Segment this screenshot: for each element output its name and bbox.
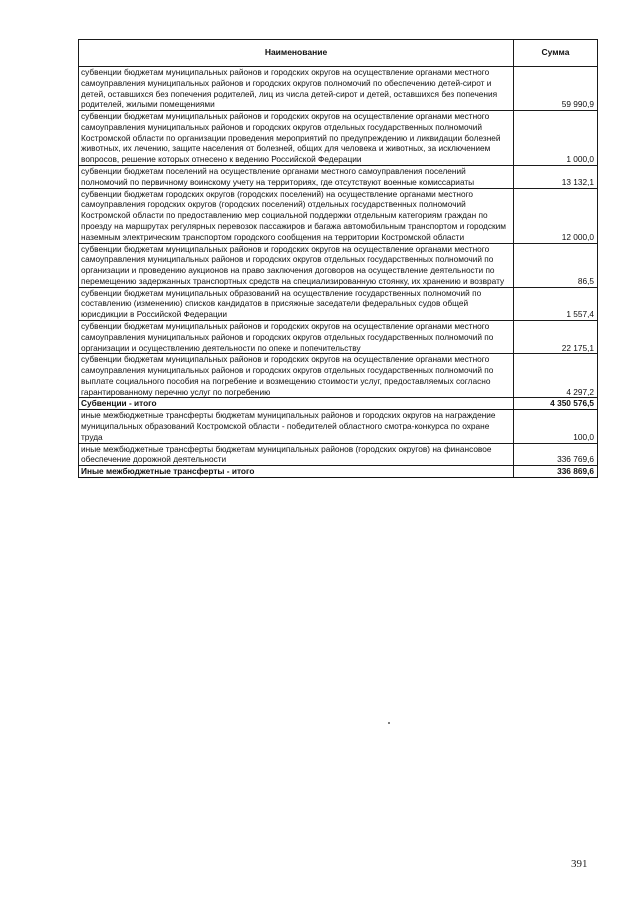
table-row — [79, 67, 598, 111]
row-sum: 86,5 — [514, 243, 598, 287]
row-sum: 100,0 — [514, 410, 598, 443]
row-sum: 336 769,6 — [514, 443, 598, 466]
page-number: 391 — [571, 858, 588, 870]
row-name: субвенции бюджетам муниципальных образований на осуществление государственных полномочий по составлению (изменению) списков кандидатов в присяжные заседатели федеральных судов общей юрисдикции в Российской Федерации — [79, 287, 514, 320]
other-transfers-total-row — [79, 466, 598, 478]
table-row — [79, 111, 598, 166]
row-name: субвенции бюджетам муниципальных районов и городских округов на осуществление органами местного самоуправления муниципальных районов и городских округов отдельных государственных полномочий Костромской области по организации проведения мероприятий по предупреждению и ликвидации болезней животных, их лечению, защите населения от болезней, общих для человека и животных, за исключением вопросов, решение которых отнесено к ведению Российской Федерации — [79, 111, 514, 166]
row-name: субвенции бюджетам муниципальных районов и городских округов на осуществление органами местного самоуправления муниципальных районов и городских округов отдельных государственных полномочий по организации и проведению аукционов на право заключения договоров на осуществление деятельности по перемещению задержанных транспортных средств на специализированную стоянку, их хранению и возврату — [79, 243, 514, 287]
row-name: иные межбюджетные трансферты бюджетам муниципальных районов (городских округов) на финансовое обеспечение дорожной деятельности — [79, 443, 514, 466]
row-sum: 1 557,4 — [514, 287, 598, 320]
table-row — [79, 320, 598, 353]
table-row — [79, 243, 598, 287]
row-sum: 12 000,0 — [514, 188, 598, 243]
column-header-name: Наименование — [79, 40, 514, 67]
total-label: Субвенции - итого — [79, 398, 514, 410]
row-name: иные межбюджетные трансферты бюджетам муниципальных районов и городских округов на награждение муниципальных образований Костромской области - победителей областного смотра-конкурса по охране труда — [79, 410, 514, 443]
row-sum: 22 175,1 — [514, 320, 598, 353]
row-sum: 13 132,1 — [514, 166, 598, 189]
row-name: субвенции бюджетам муниципальных районов и городских округов на осуществление органами местного самоуправления муниципальных районов и городских округов полномочий по обеспечению детей-сирот и детей, оставшихся без попечения родителей, лиц из числа детей-сирот и детей, оставшихся без попечения родителей, жилыми помещениями — [79, 67, 514, 111]
budget-table — [78, 39, 598, 478]
row-name: субвенции бюджетам муниципальных районов и городских округов на осуществление органами местного самоуправления муниципальных районов и городских округов отдельных государственных полномочий по организации и осуществлению деятельности по опеке и попечительству — [79, 320, 514, 353]
table-row — [79, 166, 598, 189]
table-row — [79, 410, 598, 443]
row-sum: 4 297,2 — [514, 354, 598, 398]
table-row — [79, 354, 598, 398]
row-sum: 59 990,9 — [514, 67, 598, 111]
table-row — [79, 188, 598, 243]
row-name: субвенции бюджетам муниципальных районов и городских округов на осуществление органами местного самоуправления муниципальных районов и городских округов отдельных государственных полномочий по выплате социального пособия на погребение и возмещению стоимости услуг, предоставляемых согласно гарантированному перечню услуг по погребению — [79, 354, 514, 398]
table-row — [79, 443, 598, 466]
total-label: Иные межбюджетные трансферты - итого — [79, 466, 514, 478]
row-name: субвенции бюджетам городских округов (городских поселений) на осуществление органами местного самоуправления городских округов (городских поселений) отдельных государственных полномочий Костромской области по предоставлению мер социальной поддержки отдельным категориям граждан по проезду на маршрутах регулярных перевозок пассажиров и багажа автомобильным транспортом и городским наземным электрическим транспортом городского сообщения на территории Костромской области — [79, 188, 514, 243]
subventions-total-row — [79, 398, 598, 410]
row-sum: 1 000,0 — [514, 111, 598, 166]
table-row — [79, 287, 598, 320]
scan-speck — [388, 722, 390, 724]
total-sum: 336 869,6 — [514, 466, 598, 478]
row-name: субвенции бюджетам поселений на осуществление органами местного самоуправления поселений полномочий по первичному воинскому учету на территориях, где отсутствуют военные комиссариаты — [79, 166, 514, 189]
table-header-row — [79, 40, 598, 67]
column-header-sum: Сумма — [514, 40, 598, 67]
total-sum: 4 350 576,5 — [514, 398, 598, 410]
